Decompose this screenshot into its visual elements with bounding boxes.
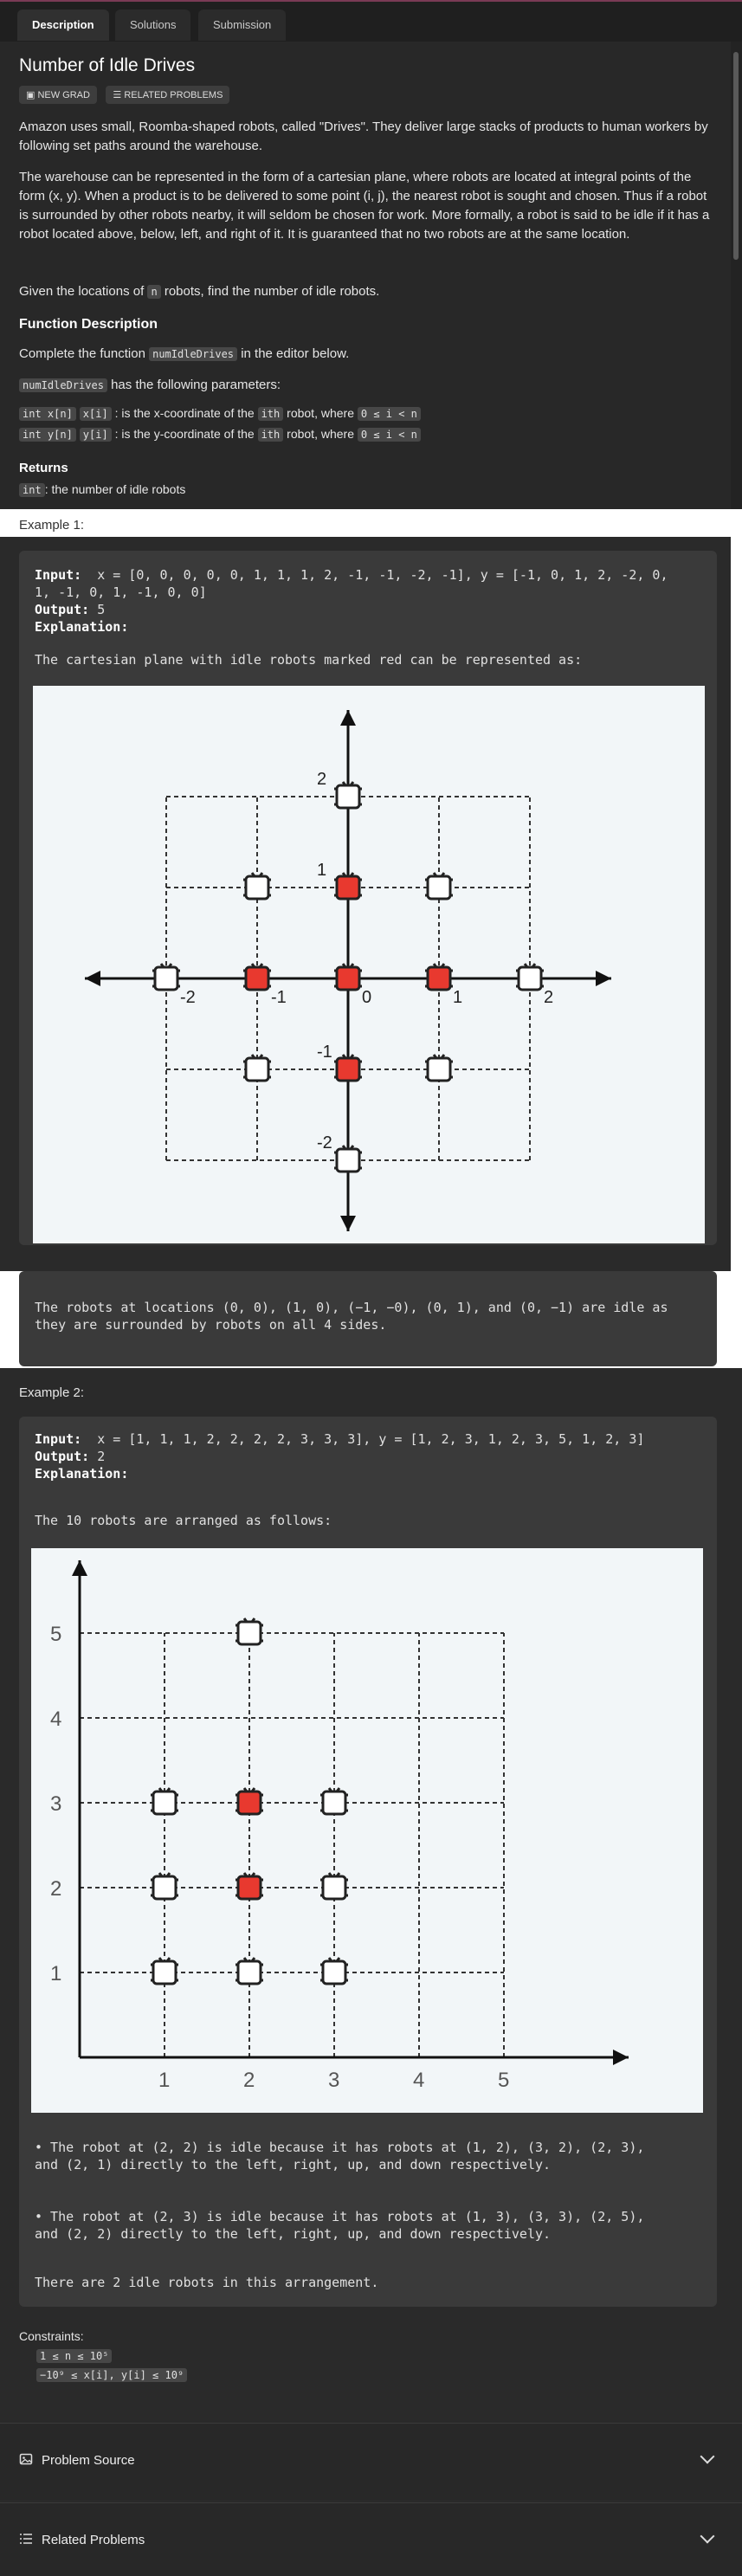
description-panel bbox=[0, 42, 731, 509]
new-grad-label: NEW GRAD bbox=[37, 90, 90, 100]
related-problems-section[interactable] bbox=[0, 2502, 742, 2576]
example1-result-line2: they are surrounded by robots on all 4 sides. bbox=[35, 1317, 387, 1333]
example1-input bbox=[35, 566, 668, 584]
n-code: n bbox=[147, 285, 160, 299]
example2-bullet2-line2: and (2, 2) directly to the left, right, up, and down respectively. bbox=[35, 2226, 552, 2242]
constraint-2 bbox=[36, 2367, 187, 2383]
scrollbar[interactable] bbox=[731, 42, 742, 509]
example1-result-box bbox=[19, 1271, 717, 1366]
new-grad-badge[interactable]: ▣ NEW GRAD bbox=[19, 86, 97, 104]
ex1-x-tick-label: 1 bbox=[453, 988, 463, 1007]
ex1-y-arrow-down bbox=[340, 1216, 356, 1231]
param-y-sup: ith bbox=[258, 428, 284, 442]
example1-input-line1: x = [0, 0, 0, 0, 0, 1, 1, 1, 2, -1, -1, -2, -1], y = [-1, 0, 1, 2, -2, 0, bbox=[97, 567, 668, 583]
ex1-robot bbox=[152, 964, 180, 990]
example1-explanation-label: Explanation: bbox=[35, 619, 129, 635]
example2-explanation-text: The 10 robots are arranged as follows: bbox=[35, 1513, 332, 1528]
ex2-x-tick-label: 2 bbox=[243, 2069, 255, 2092]
warehouse-paragraph: The warehouse can be represented in the form of a cartesian plane, where robots are located at integral points of the form (x, y). When a product is to be delivered to some point (i, j), the nearest robot is sought and chosen. Thus if a robot is surrounded by other robots nearby, it will seldom be chosen for work. More formally, a robot is said to be idle if it has a robot located above, below, left, and right of it. It is guaranteed that no two robots are at the same location. bbox=[19, 170, 710, 242]
ex2-robot bbox=[320, 1873, 348, 1899]
example2-input-line1: x = [1, 1, 1, 2, 2, 2, 2, 3, 3, 3], y = [1, 2, 3, 1, 2, 3, 5, 1, 2, 3] bbox=[97, 1431, 645, 1447]
related-problems-label: RELATED PROBLEMS bbox=[124, 90, 223, 100]
returns-type: int bbox=[19, 483, 45, 497]
tab-description[interactable]: Description bbox=[17, 10, 109, 41]
example2-explanation-label: Explanation: bbox=[35, 1466, 129, 1482]
example2-bullet2-line1: • The robot at (2, 3) is idle because it has robots at (1, 3), (3, 3), (2, 5), bbox=[35, 2209, 645, 2224]
list-icon bbox=[19, 2532, 33, 2546]
ex2-y-tick-label: 2 bbox=[50, 1877, 62, 1901]
example2-figure bbox=[31, 1548, 703, 2113]
ex2-x-tick-label: 3 bbox=[328, 2069, 340, 2092]
ex1-x-tick-label: 0 bbox=[362, 988, 372, 1007]
ex1-y-tick-label: -2 bbox=[317, 1133, 332, 1152]
param-y bbox=[19, 424, 712, 444]
returns-heading: Returns bbox=[19, 461, 68, 475]
ex2-y-tick-label: 1 bbox=[50, 1962, 62, 1985]
ex1-robot bbox=[425, 1055, 453, 1081]
ex2-robot bbox=[236, 1873, 263, 1899]
example2-bullet1-line1: • The robot at (2, 2) is idle because it has robots at (1, 2), (3, 2), (2, 3), bbox=[35, 2140, 645, 2155]
ex1-robot bbox=[243, 1055, 271, 1081]
example1-input-line2: 1, -1, 0, 1, -1, 0, 0] bbox=[35, 584, 207, 600]
ex1-robot bbox=[334, 873, 362, 899]
tab-submission[interactable]: Submission bbox=[198, 10, 286, 41]
example1-gap bbox=[0, 1256, 731, 1271]
example1-input-label: Input: bbox=[35, 567, 82, 583]
example2-explanation bbox=[35, 1465, 128, 1482]
ex2-y-tick-label: 5 bbox=[50, 1623, 62, 1646]
ex1-robot bbox=[334, 782, 362, 808]
returns-line bbox=[19, 480, 712, 500]
param-x bbox=[19, 404, 712, 423]
badge-row bbox=[19, 86, 235, 104]
ex1-robot bbox=[516, 964, 544, 990]
example1-explanation-text: The cartesian plane with idle robots marked red can be represented as: bbox=[35, 652, 583, 668]
problem-source-label: Problem Source bbox=[42, 2453, 135, 2468]
ex1-robot bbox=[425, 964, 453, 990]
example1-figure bbox=[33, 686, 705, 1243]
example2-plot bbox=[31, 1548, 703, 2113]
intro-paragraph: Amazon uses small, Roomba-shaped robots, called "Drives". They deliver large stacks of products to human workers by following set paths around the warehouse. bbox=[19, 119, 708, 153]
ex1-x-arrow-right bbox=[596, 971, 611, 986]
example1-label: Example 1: bbox=[19, 518, 85, 533]
related-problems-section-label: Related Problems bbox=[42, 2533, 145, 2547]
example1-explanation bbox=[35, 618, 128, 636]
example1-plot bbox=[33, 686, 705, 1243]
given-prefix: Given the locations of bbox=[19, 284, 145, 299]
ex2-robot bbox=[236, 1618, 263, 1644]
related-problems-badge[interactable]: ☰ RELATED PROBLEMS bbox=[106, 86, 229, 104]
example2-output-value: 2 bbox=[97, 1449, 106, 1464]
example1-output-label: Output: bbox=[35, 602, 90, 617]
example2-bullet1-line2: and (2, 1) directly to the left, right, up, and down respectively. bbox=[35, 2157, 552, 2172]
ex1-y-tick-label: 2 bbox=[317, 770, 327, 789]
ex1-robot bbox=[243, 964, 271, 990]
constraints-label: Constraints: bbox=[19, 2329, 84, 2343]
param-x-name: x[i] bbox=[80, 407, 112, 421]
ex1-robot bbox=[243, 873, 271, 899]
ex2-robot bbox=[236, 1958, 263, 1984]
param-y-name: y[i] bbox=[80, 428, 112, 442]
ex1-x-arrow-left bbox=[85, 971, 100, 986]
tab-solutions[interactable]: Solutions bbox=[115, 10, 190, 41]
given-paragraph bbox=[19, 282, 712, 301]
ex1-y-tick-label: 1 bbox=[317, 861, 327, 880]
example1-box bbox=[19, 551, 717, 1245]
function-line bbox=[19, 345, 712, 364]
constraint-2-code: −10⁹ ≤ x[i], y[i] ≤ 10⁹ bbox=[36, 2368, 187, 2382]
problem-source-section[interactable] bbox=[0, 2423, 742, 2500]
ex1-x-tick-label: 2 bbox=[544, 988, 554, 1007]
ex2-y-tick-label: 3 bbox=[50, 1792, 62, 1816]
ex2-x-arrow bbox=[613, 2050, 629, 2065]
ex2-y-arrow bbox=[72, 1560, 87, 1576]
ex1-robot bbox=[334, 1055, 362, 1081]
example1-output-value: 5 bbox=[97, 602, 106, 617]
ex1-robot bbox=[334, 1146, 362, 1172]
ex2-x-tick-label: 4 bbox=[413, 2069, 425, 2092]
ex2-x-tick-label: 5 bbox=[498, 2069, 510, 2092]
function-name-code: numIdleDrives bbox=[149, 347, 237, 361]
example2-output-label: Output: bbox=[35, 1449, 90, 1464]
param-x-text: : is the x-coordinate of the bbox=[114, 406, 255, 420]
example2-label: Example 2: bbox=[19, 1385, 85, 1400]
example2-summary: There are 2 idle robots in this arrangement. bbox=[35, 2275, 379, 2290]
param-x-text2: robot, where bbox=[287, 406, 354, 420]
constraint-1-code: 1 ≤ n ≤ 10⁵ bbox=[36, 2349, 112, 2363]
example2-output bbox=[35, 1448, 105, 1465]
param-y-type: int y[n] bbox=[19, 428, 76, 442]
ex2-robot bbox=[151, 1958, 178, 1984]
ex2-robot bbox=[320, 1958, 348, 1984]
ex2-robot bbox=[151, 1788, 178, 1814]
param-y-range: 0 ≤ i < n bbox=[358, 428, 421, 442]
image-icon bbox=[19, 2452, 33, 2466]
example1-output bbox=[35, 601, 105, 618]
ex2-robot bbox=[236, 1788, 263, 1814]
ex2-robot bbox=[151, 1873, 178, 1899]
param-x-type: int x[n] bbox=[19, 407, 76, 421]
parameters-intro-text: has the following parameters: bbox=[111, 378, 281, 392]
scrollbar-thumb[interactable] bbox=[733, 52, 739, 260]
function-line-prefix: Complete the function bbox=[19, 346, 145, 361]
chevron-down-icon-2[interactable] bbox=[700, 2529, 715, 2544]
given-suffix: robots, find the number of idle robots. bbox=[164, 284, 380, 299]
param-x-range: 0 ≤ i < n bbox=[358, 407, 421, 421]
function-line-suffix: in the editor below. bbox=[241, 346, 350, 361]
problem-title: Number of Idle Drives bbox=[19, 55, 196, 75]
ex1-robot bbox=[334, 964, 362, 990]
function-name-code-2: numIdleDrives bbox=[19, 378, 107, 392]
param-y-text: : is the y-coordinate of the bbox=[114, 427, 255, 441]
chevron-down-icon[interactable] bbox=[700, 2450, 715, 2464]
ex1-y-tick-label: -1 bbox=[317, 1043, 332, 1062]
example2-input-label: Input: bbox=[35, 1431, 82, 1447]
ex2-y-tick-label: 4 bbox=[50, 1708, 62, 1731]
ex1-robot bbox=[425, 873, 453, 899]
ex1-y-arrow-up bbox=[340, 710, 356, 726]
ex2-x-tick-label: 1 bbox=[158, 2069, 171, 2092]
function-description-heading: Function Description bbox=[19, 317, 158, 332]
example1-result-line1: The robots at locations (0, 0), (1, 0), (−1, −0), (0, 1), and (0, −1) are idle as bbox=[35, 1300, 668, 1315]
ex2-robot bbox=[320, 1788, 348, 1814]
tab-bar bbox=[0, 0, 742, 42]
parameters-intro bbox=[19, 376, 712, 395]
example2-box bbox=[19, 1417, 717, 2307]
param-y-text2: robot, where bbox=[287, 427, 354, 441]
returns-text: : the number of idle robots bbox=[44, 482, 186, 496]
ex1-x-tick-label: -2 bbox=[180, 988, 196, 1007]
example2-input bbox=[35, 1430, 644, 1448]
ex1-x-tick-label: -1 bbox=[271, 988, 287, 1007]
constraint-1 bbox=[36, 2348, 112, 2364]
param-x-sup: ith bbox=[258, 407, 284, 421]
